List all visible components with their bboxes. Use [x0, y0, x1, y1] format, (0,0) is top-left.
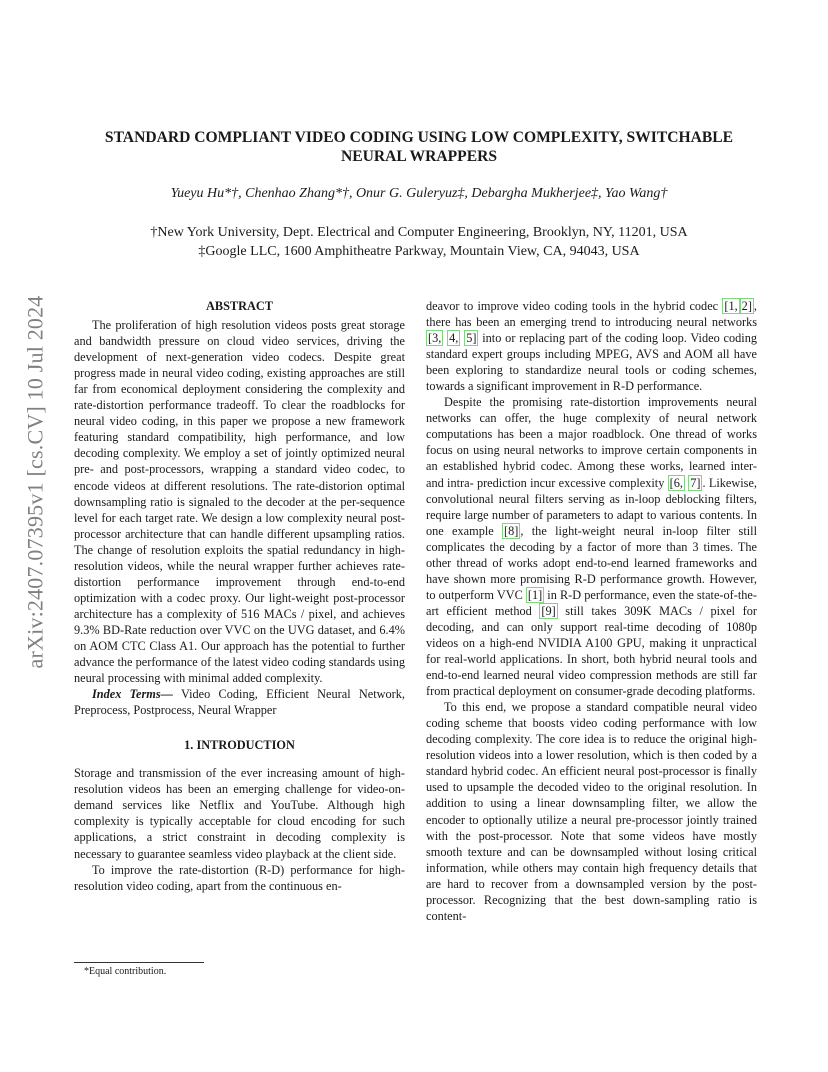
arxiv-identifier-sidebar: [24, 292, 48, 672]
text-run: , the light-weight neural in-loop filter still complicates the decoding by a factor of more than 3 times. The other thread of works adopt end-to-end learned frameworks and have shown more promising R-D performance growth. However, to outperform VVC: [426, 523, 758, 602]
citation-link[interactable]: [1,: [724, 299, 738, 313]
text-run: , there has been an emerging trend to introducing neural networks: [426, 299, 757, 330]
index-terms: [74, 686, 405, 718]
footnote-rule: [74, 962, 204, 963]
abstract-heading: ABSTRACT: [206, 299, 273, 313]
citation-link[interactable]: 4,: [449, 331, 459, 346]
index-terms-label: Index Terms—: [92, 687, 173, 702]
arxiv-id-text: arXiv:2407.07395v1 [cs.CV] 10 Jul 2024: [23, 295, 48, 669]
right-paragraph-2: [426, 394, 757, 699]
right-column: [426, 298, 757, 924]
intro-paragraph-1: Storage and transmission of the ever increasing amount of high-resolution videos has been an emerging challenge for video-on-demand services like Netflix and YouTube. Although high complexity is typically acceptable for cloud encoding for such applications, a strict constraint in decoding complexity is necessary to guarantee seamless video playback at the client side.: [74, 766, 405, 861]
citation-link[interactable]: 7]: [690, 475, 701, 490]
title-line-2: NEURAL WRAPPERS: [340, 148, 498, 165]
text-run: . Likewise, convolutional neural filters serving as in-loop deblocking filters, require large number of parameters to adapt to various contents. In one example: [426, 475, 757, 538]
text-run: Despite the promising rate-distortion improvements neural networks can offer, the huge complexity of neural network computations has been a major roadblock. One thread of works focus on using neural networks to improve certain components in an established hybrid codec. Among these works, learned inter- and intra- prediction incur excessive complexity: [426, 395, 757, 490]
paper-title: [74, 128, 764, 166]
intro-paragraph-2: To improve the rate-distortion (R-D) performance for high-resolution video coding, apart from the continuous en-: [74, 862, 405, 893]
author-list: Yueyu Hu*†, Chenhao Zhang*†, Onur G. Guleryuz‡, Debargha Mukherjee‡, Yao Wang†: [170, 186, 668, 201]
left-column: [74, 298, 405, 894]
introduction-heading: 1. INTRODUCTION: [184, 738, 295, 753]
text-run: deavor to improve video coding tools in the hybrid codec: [426, 299, 723, 313]
right-paragraph-3: To this end, we propose a standard compatible neural video coding scheme that boosts video coding performance with low decoding complexity. The core idea is to reduce the original high-resolution videos into a lower resolution, which is then coded by a standard hybrid codec. An efficient neural post-processor is finally used to upsample the decoded video to the original resolution. In addition to using a linear downsampling filter, we allow the encoder to optionally utilize a neural pre-processor jointly trained with the post-processor. Note that some videos have mostly smooth texture and can be downsampled without losing critical information, while others may contain high frequency details that are hard to recover from a downsampled version by the post-processor. Recognizing that the best down-sampling ratio is content-: [426, 700, 757, 923]
citation-link[interactable]: 2]: [741, 299, 752, 313]
affiliation-google: ‡Google LLC, 1600 Amphitheatre Parkway, Mountain View, CA, 94043, USA: [198, 244, 640, 259]
title-line-1: STANDARD COMPLIANT VIDEO CODING USING LOW COMPLEXITY, SWITCHABLE: [104, 129, 734, 146]
right-paragraph-1: [426, 298, 757, 394]
citation-link[interactable]: [1]: [527, 587, 543, 602]
citation-link[interactable]: [6,: [669, 475, 683, 490]
affiliation-nyu: †New York University, Dept. Electrical and Computer Engineering, Brooklyn, NY, 11201, USA: [150, 225, 688, 240]
text-run: in R-D performance, even the state-of-the-art efficient method: [426, 587, 757, 618]
abstract-text: The proliferation of high resolution videos posts great storage and bandwidth pressure on cloud video services, driving the development of next-generation video codecs. Despite great progress made in neural video coding, existing approaches are still far from economical deployment considering the complexity and rate-distortion performance tradeoff. To clear the roadblocks for neural video coding, in this paper we propose a new framework featuring standard compatibility, high performance, and low decoding complexity. We employ a set of jointly optimized neural pre- and post-processors, wrapping a standard video codec, to encode videos at different resolutions. The rate-distorion optimal downsampling ratio is signaled to the decoder at the per-sequence level for each target rate. We design a low complexity neural post-processor architecture that can handle different upsampling ratios. The change of resolution exploits the spatial redundancy in high-resolution videos, while the neural wrapper further achieves rate-distortion performance improvement through end-to-end optimization with a codec proxy. Our light-weight post-processor architecture has a complexity of 516 MACs / pixel, and achieves 9.3% BD-Rate reduction over VVC on the UVG dataset, and 6.4% on AOM CTC Class A1. Our approach has the potential to further advance the performance of the latest video coding standards using neural processing with minimal added complexity.: [74, 318, 405, 686]
citation-link[interactable]: [8]: [504, 523, 519, 538]
citation-link[interactable]: 5]: [466, 331, 477, 346]
text-run: still takes 309K MACs / pixel for decoding, and can only support real-time decoding of 1080p videos on a high-end NVIDIA A100 GPU, making it unpractical for real-world applications. In short, both hybrid neural tools and end-to-end learned neural video compression methods are still far from practical deployment on consumer-grade decoding platforms.: [426, 603, 757, 699]
index-terms-text: Video Coding, Efficient Neural Network, Preprocess, Postprocess, Neural Wrapper: [74, 687, 405, 718]
footnote: *Equal contribution.: [84, 966, 167, 977]
text-run: into or replacing part of the coding loop. Video coding standard expert groups including MPEG, AVS and AOM all have been exploring to standardize neural tools or coding schemes, towards a significant improvement in R-D performance.: [426, 331, 757, 394]
citation-link[interactable]: [3,: [428, 331, 442, 346]
citation-link[interactable]: [9]: [541, 603, 556, 618]
